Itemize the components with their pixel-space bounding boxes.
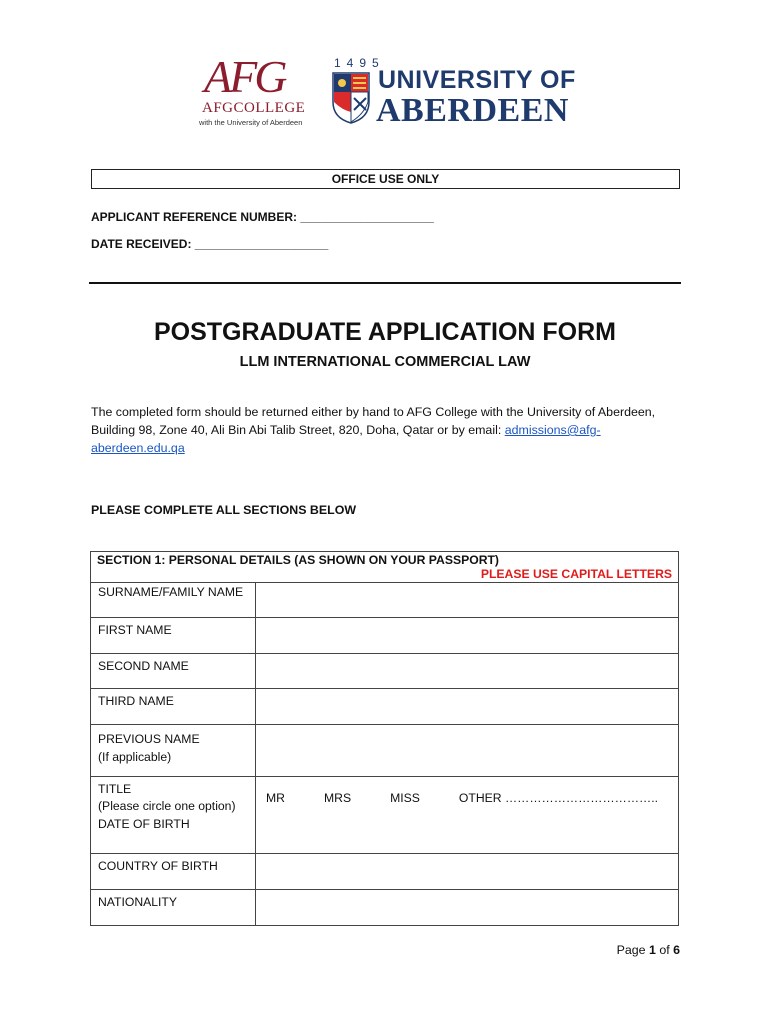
country-of-birth-label: COUNTRY OF BIRTH: [91, 853, 256, 889]
dob-label: DATE OF BIRTH: [91, 817, 256, 853]
previous-name-input[interactable]: [256, 725, 679, 777]
title-options: [266, 777, 668, 805]
title-options-cell: [256, 777, 679, 854]
table-row: [91, 853, 679, 889]
divider-rule: [89, 282, 681, 284]
table-row: [91, 725, 679, 777]
table-row: [91, 583, 679, 618]
title-label: TITLE: [98, 782, 132, 796]
page-of: of: [655, 943, 674, 957]
title-option-miss[interactable]: MISS: [390, 791, 420, 805]
office-use-box: OFFICE USE ONLY: [91, 169, 680, 189]
capital-letters-note: PLEASE USE CAPITAL LETTERS: [480, 567, 672, 581]
afg-logo-mark: AFG: [204, 51, 285, 102]
afg-college-logo: [196, 52, 312, 128]
table-row: [91, 889, 679, 925]
page-total: 6: [673, 943, 680, 957]
first-name-label: FIRST NAME: [91, 618, 256, 654]
applicant-reference-line: APPLICANT REFERENCE NUMBER: ____________________: [91, 210, 434, 224]
page-prefix: Page: [616, 943, 649, 957]
second-name-input[interactable]: [256, 654, 679, 689]
university-of-aberdeen-logo: [332, 56, 577, 128]
previous-name-label: PREVIOUS NAME: [98, 732, 200, 746]
intro-text: The completed form should be returned either by hand to AFG College with the University of Aberdeen, Building 98, Zone 40, Ali Bin Abi Talib Street, 820, Doha, Qatar or by email:: [91, 405, 656, 437]
second-name-label: SECOND NAME: [91, 654, 256, 689]
table-row: [91, 777, 679, 818]
table-row: [91, 618, 679, 654]
country-of-birth-input[interactable]: [256, 853, 679, 889]
email-link[interactable]: admissions@afg-aberdeen.edu.qa: [91, 423, 601, 455]
surname-label: SURNAME/FAMILY NAME: [91, 583, 256, 618]
title-note: (Please circle one option): [98, 799, 236, 813]
section-heading: SECTION 1: PERSONAL DETAILS (AS SHOWN ON YOUR PASSPORT): [97, 553, 499, 567]
third-name-input[interactable]: [256, 689, 679, 725]
aberdeen-shield-icon: [332, 72, 370, 124]
nationality-input[interactable]: [256, 889, 679, 925]
page-current: 1: [648, 943, 656, 957]
nationality-label: NATIONALITY: [91, 889, 256, 925]
afg-logo-college: AFGCOLLEGE: [202, 100, 306, 116]
title-option-other[interactable]: OTHER ………………………………..: [458, 791, 658, 805]
surname-input[interactable]: [256, 583, 679, 618]
previous-name-label-cell: [91, 725, 256, 777]
complete-all-sections-note: PLEASE COMPLETE ALL SECTIONS BELOW: [91, 503, 357, 517]
section-header-cell: [91, 552, 679, 583]
page-number: [617, 943, 680, 957]
third-name-label: THIRD NAME: [91, 689, 256, 725]
title-option-mr[interactable]: MR: [266, 791, 285, 805]
aberdeen-logo-line1: UNIVERSITY OF: [378, 66, 576, 94]
previous-name-note: (If applicable): [98, 750, 172, 764]
section-header-row: [91, 552, 679, 583]
form-title: POSTGRADUATE APPLICATION FORM: [153, 318, 617, 346]
form-subtitle: LLM INTERNATIONAL COMMERCIAL LAW: [239, 354, 531, 370]
personal-details-table: [90, 551, 679, 926]
afg-logo-tagline: with the University of Aberdeen: [199, 118, 303, 127]
date-received-line: DATE RECEIVED: ____________________: [91, 237, 329, 251]
title-option-mrs[interactable]: MRS: [323, 791, 352, 805]
table-row: [91, 689, 679, 725]
aberdeen-logo-line2: ABERDEEN: [376, 92, 569, 129]
aberdeen-logo-year: 1495: [334, 56, 385, 70]
title-label-cell: [91, 777, 256, 818]
table-row: [91, 654, 679, 689]
first-name-input[interactable]: [256, 618, 679, 654]
intro-paragraph: [91, 403, 681, 457]
